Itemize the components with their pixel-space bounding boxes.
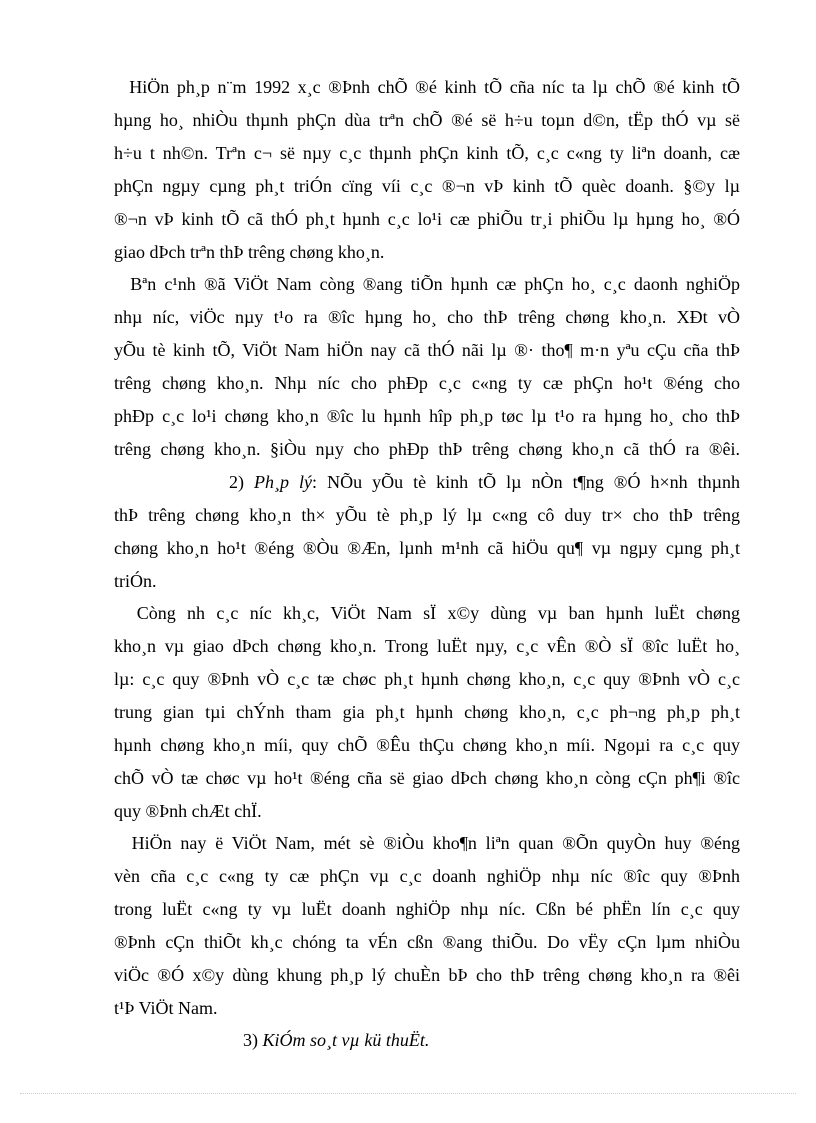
text-line: ®¬n vÞ kinh tÕ cã thÓ ph¸t hµnh c¸c lo¹i cæ phiÕu tr¸i phiÕu lµ hµng ho¸ ®Ó [114,209,740,229]
text-line: phÇn ngµy cµng ph¸t triÓn cïng víi c¸c ®¬n vÞ kinh tÕ quèc doanh. §©y lµ [114,176,740,196]
text-line: viÖc ®Ó x©y dùng khung ph¸p lý chuÈn bÞ cho thÞ trêng chøng kho¸n ra ®êi [114,965,740,985]
text-line: yÕu tè kinh tÕ, ViÖt Nam hiÖn nay cã thÓ nãi lµ ®· tho¶ m·n yªu cÇu cña thÞ [114,340,740,360]
page-bottom-divider [20,1093,796,1094]
text-line: nhµ níc, viÖc nµy t¹o ra ®îc hµng ho¸ cho thÞ trêng chøng kho¸n. XÐt vÒ [114,307,740,327]
text-line: quy ®Þnh chÆt chÏ. [114,801,262,821]
text-line: ®Þnh cÇn thiÕt kh¸c chóng ta vÉn cßn ®ang thiÕu. Do vËy cÇn lµm nhiÒu [114,932,740,952]
text-line: kho¸n vµ giao dÞch chøng kho¸n. Trong luËt nµy, c¸c vÊn ®Ò sÏ ®îc luËt ho¸ [114,636,740,656]
heading-rest: : NÕu yÕu tè kinh tÕ lµ nÒn t¶ng ®Ó h×nh thµnh [312,472,741,492]
text-line: thÞ trêng chøng kho¸n th× yÕu tè ph¸p lý lµ c«ng cô duy tr× cho thÞ trêng [114,505,740,525]
heading-title: KiÓm so¸t vµ kü thuËt. [262,1030,430,1050]
text-line: chøng kho¸n ho¹t ®éng ®Òu ®Æn, lµnh m¹nh cã hiÖu qu¶ vµ ngµy cµng ph¸t [114,538,740,558]
text-line: trung gian tµi chÝnh tham gia ph¸t hµnh chøng kho¸n, c¸c ph¬ng ph¸p ph¸t [114,702,740,722]
heading-number: 2) [229,472,244,492]
text-line: trong luËt c«ng ty vµ luËt doanh nghiÖp nhµ níc. Cßn bé phËn lín c¸c quy [114,899,740,919]
section-heading-legal [229,471,740,493]
text-line: triÓn. [114,571,157,591]
text-line: Bªn c¹nh ®ã ViÖt Nam còng ®ang tiÕn hµnh cæ phÇn ho¸ c¸c daonh nghiÖp [114,274,740,294]
heading-number: 3) [243,1030,258,1050]
text-line: giao dÞch trªn thÞ trêng chøng kho¸n. [114,242,385,262]
text-line: h÷u t nh©n. Trªn c¬ së nµy c¸c thµnh phÇn kinh tÕ, c¸c c«ng ty liªn doanh, cæ [114,143,740,163]
text-line: trêng chøng kho¸n. §iÒu nµy cho phÐp thÞ trêng chøng kho¸n cã thÓ ra ®êi. [114,439,740,459]
heading-title: Ph¸p lý [254,472,313,492]
text-line: hµng ho¸ nhiÒu thµnh phÇn dùa trªn chÕ ®é së h÷u toµn d©n, tËp thÓ vµ së [114,110,740,130]
text-line: HiÖn nay ë ViÖt Nam, mét sè ®iÒu kho¶n liªn quan ®Õn quyÒn huy ®éng [114,833,740,853]
text-line: phÐp c¸c lo¹i chøng kho¸n ®îc lu hµnh hîp ph¸p tøc lµ t¹o ra hµng ho¸ cho thÞ [114,406,740,426]
text-line: t¹Þ ViÖt Nam. [114,998,218,1018]
text-line: vèn cña c¸c c«ng ty cæ phÇn vµ c¸c doanh nghiÖp nhµ níc ®îc quy ®Þnh [114,866,740,886]
text-line: hµnh chøng kho¸n míi, quy chÕ ®Êu thÇu chøng kho¸n míi. Ngoµi ra c¸c quy [114,735,740,755]
section-heading-control [243,1029,429,1051]
text-line: trêng chøng kho¸n. Nhµ níc cho phÐp c¸c c«ng ty cæ phÇn ho¹t ®éng cho [114,373,740,393]
text-line: lµ: c¸c quy ®Þnh vÒ c¸c tæ chøc ph¸t hµnh chøng kho¸n, c¸c quy ®Þnh vÒ c¸c [114,669,740,689]
text-line: HiÖn ph¸p n¨m 1992 x¸c ®Þnh chÕ ®é kinh tÕ cña níc ta lµ chÕ ®é kinh tÕ [114,77,740,97]
text-line: Còng nh c¸c níc kh¸c, ViÖt Nam sÏ x©y dùng vµ ban hµnh luËt chøng [114,603,740,623]
text-line: chÕ vÒ tæ chøc vµ ho¹t ®éng cña së giao dÞch chøng kho¸n còng cÇn ph¶i ®îc [114,768,740,788]
